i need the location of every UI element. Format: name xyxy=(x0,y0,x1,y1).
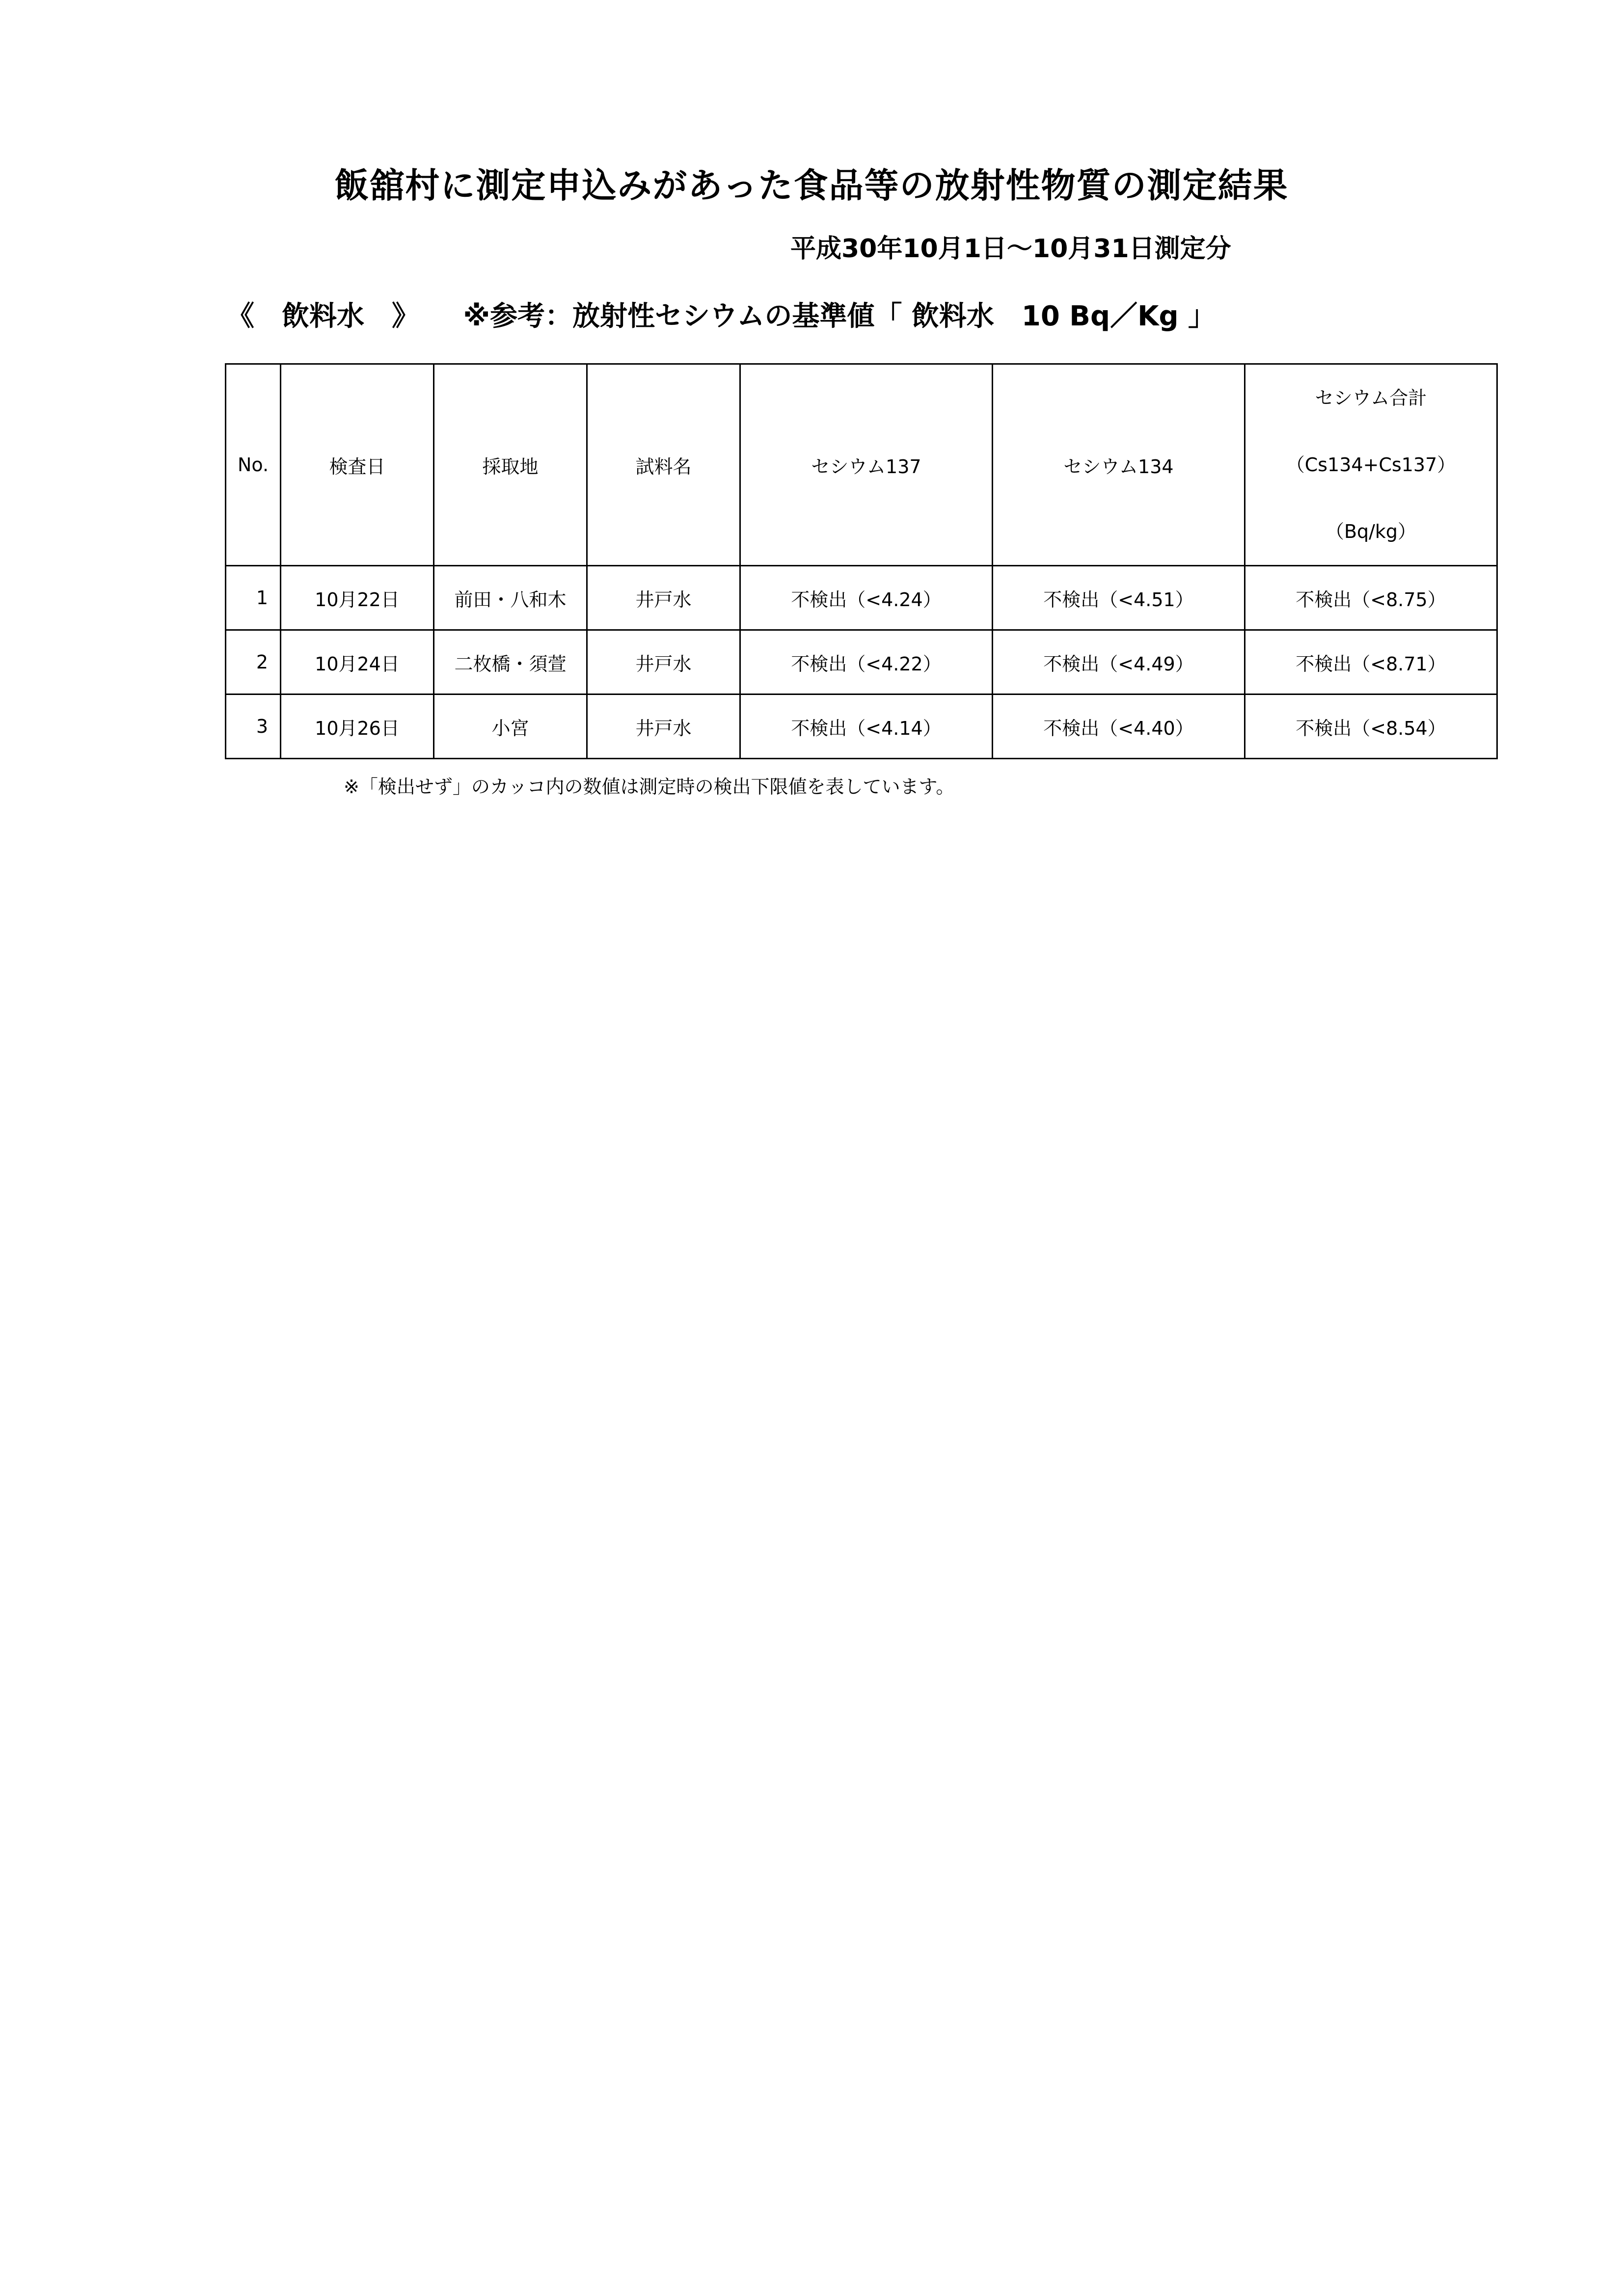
table-row xyxy=(226,566,1497,630)
cell-date: 10月22日 xyxy=(281,566,434,630)
cell-location: 前田・八和木 xyxy=(434,566,587,630)
measurement-period: 平成30年10月1日～10月31日測定分 xyxy=(790,234,1231,264)
header-total-title: セシウム合計 xyxy=(1315,387,1427,409)
table-header-row xyxy=(226,364,1497,566)
table-row xyxy=(226,630,1497,694)
header-cs137: セシウム137 xyxy=(740,364,993,566)
cell-cs134: 不検出（<4.49） xyxy=(993,630,1245,694)
header-location: 採取地 xyxy=(434,364,587,566)
section-label: 《 飲料水 》 xyxy=(227,300,419,332)
cell-cs137: 不検出（<4.14） xyxy=(740,694,993,759)
results-table xyxy=(225,363,1498,759)
cell-sample: 井戸水 xyxy=(587,566,740,630)
cell-cs137: 不検出（<4.24） xyxy=(740,566,993,630)
header-total-formula: （Cs134+Cs137） xyxy=(1286,454,1456,476)
cell-location: 二枚橋・須萱 xyxy=(434,630,587,694)
cell-no: 1 xyxy=(226,566,281,630)
cell-sample: 井戸水 xyxy=(587,630,740,694)
cell-date: 10月26日 xyxy=(281,694,434,759)
footnote: ※「検出せず」のカッコ内の数値は測定時の検出下限値を表しています。 xyxy=(344,776,955,798)
header-date: 検査日 xyxy=(281,364,434,566)
section-header xyxy=(227,294,1216,334)
header-total xyxy=(1245,364,1497,566)
reference-standard: ※参考：放射性セシウムの基準値「 飲料水 10 Bq／Kg 」 xyxy=(463,300,1216,332)
table-row xyxy=(226,694,1497,759)
cell-cs137: 不検出（<4.22） xyxy=(740,630,993,694)
header-cs134: セシウム134 xyxy=(993,364,1245,566)
cell-no: 2 xyxy=(226,630,281,694)
cell-total: 不検出（<8.71） xyxy=(1245,630,1497,694)
cell-location: 小宮 xyxy=(434,694,587,759)
cell-date: 10月24日 xyxy=(281,630,434,694)
header-no: No. xyxy=(226,364,281,566)
cell-total: 不検出（<8.54） xyxy=(1245,694,1497,759)
page-title: 飯舘村に測定申込みがあった食品等の放射性物質の測定結果 xyxy=(334,165,1289,206)
cell-no: 3 xyxy=(226,694,281,759)
header-total-unit: （Bq/kg） xyxy=(1325,521,1417,542)
cell-cs134: 不検出（<4.40） xyxy=(993,694,1245,759)
cell-cs134: 不検出（<4.51） xyxy=(993,566,1245,630)
cell-total: 不検出（<8.75） xyxy=(1245,566,1497,630)
header-sample: 試料名 xyxy=(587,364,740,566)
cell-sample: 井戸水 xyxy=(587,694,740,759)
